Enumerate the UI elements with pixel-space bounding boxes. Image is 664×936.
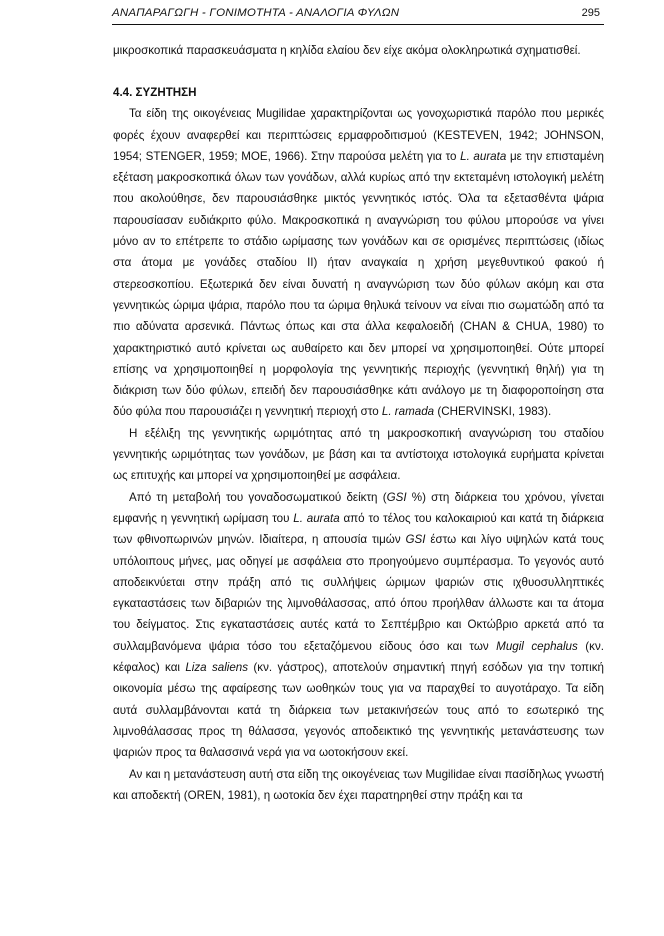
text-run: έστω και λίγο υψηλών κατά τους υπόλοιπους μήνες, μας οδηγεί με ασφάλεια στο προηγούμενο συμπέρασμα. Το γεγονός αυτό αποδεικνύεται στην πράξη από τις συλλήψεις ώριμων ψαριών στις ιχθυοσυλληπτικές εγκαταστάσεις των διβαριών της λιμνοθάλασσας, από όπου προήλθαν άλλωστε και τα άτομα του δείγματος. Στις εγκαταστάσεις αυτές κατά το Σεπτέμβριο και Οκτώβριο αρκετά από τα συλλαμβανόμενα ψάρια τόσο του εξεταζόμενου είδους όσο και των <box>113 533 604 653</box>
italic-term: Mugil cephalus <box>496 639 578 653</box>
text-run: από το τέλος του καλοκαιριού και κατά τη διάρκεια των φθινοπωρινών μηνών. Ιδιαίτερα, η απουσία τιμών <box>113 511 604 547</box>
spacer <box>113 61 604 72</box>
text-run: %) στη διάρκεια του χρόνου, γίνεται εμφανής η γεννητική ωρίμαση του <box>113 490 604 525</box>
page-number: 295 <box>581 7 600 19</box>
italic-term: GSI <box>405 533 426 547</box>
italic-term: L. ramada <box>381 405 435 419</box>
text-run: (κν. γάστρος), αποτελούν σημαντική πηγή εσόδων για την τοπική οικονομία μέσω της αφαίρεσης των ωοθηκών τους για να παραχθεί το αυγοτάραχο. Τα είδη αυτά συλλαμβάνονται κατά τη διάρκεια των μετακινήσεών τους από το εσωτερικό της λιμνοθάλασσας προς τη θάλασσα, γεγονός αποδεικτικό της γεννητικής μετανάστευσης των ψαριών προς τα θαλασσινά νερά για να ωοτοκήσουν εκεί. <box>113 661 604 760</box>
text-run: Αν και η μετανάστευση αυτή στα είδη της οικογένειας των Mugilidae είναι πασίδηλως γνωστή και αποδεκτή (OREN, 1981), η ωοτοκία δεν έχει παρατηρηθεί στην πράξη και τα <box>113 767 604 802</box>
italic-term: L. aurata <box>460 149 507 163</box>
italic-term: L. aurata <box>293 511 340 525</box>
italic-term: GSI <box>386 490 407 504</box>
paragraph-2 <box>113 423 604 487</box>
text-run: (κν. κέφαλος) και <box>113 639 604 675</box>
text-run: (CHERVINSKI, 1983). <box>434 405 552 419</box>
text-run: Η εξέλιξη της γεννητικής ωριμότητας από τη μακροσκοπική αναγνώριση του σταδίου γεννητικής ωριμότητας των γονάδων, με βάση και τα αντίστοιχα ιστολογικά ευρήματα κρίνεται ως επιτυχής και μπορεί να χρησιμοποιηθεί με ασφάλεια. <box>113 426 604 483</box>
running-title: ΑΝΑΠΑΡΑΓΩΓΗ - ΓΟΝΙΜΟΤΗΤΑ - ΑΝΑΛΟΓΙΑ ΦΥΛΩΝ <box>112 7 400 19</box>
text-run: με την επισταμένη εξέταση μακροσκοπικά όλων των γονάδων, αλλά κυρίως από την εκτεταμένη ιστολογική μελέτη που ακολούθησε, δεν παρουσιάσθηκε μικτός γεννητικός ιστός. Όλα τα εξετασθέντα ψάρια παρουσίασαν ευδιάκριτο φύλο. Μακροσκοπικά η αναγνώριση του φύλου μπορούσε να γίνει μόνο αν το επέτρεπε το στάδιο ωρίμασης των γονάδων και σε ορισμένες περιπτώσεις (ιδίως στα άτομα με γονάδες σταδίου II) ήταν αναγκαία η χρήση μεγεθυντικού φακού ή στερεοσκοπίου. Εξωτερικά δεν είναι δυνατή η αναγνώριση των δύο φύλων ακόμη και στα γεννητικώς ώριμα ψάρια, παρόλο που τα ώριμα θηλυκά τείνουν να είναι πιο σωματώδη από τα πιο αδύνατα αρσενικά. Πάντως όπως και στα άλλα κεφαλοειδή (CHAN & CHUA, 1980) το χαρακτηριστικό αυτό κρίνεται ως αυθαίρετο και δεν μπορεί να χρησιμοποιηθεί. Ούτε μπορεί επίσης να χρησιμοποιηθεί η μορφολογία της γεννητικής περιοχής (γεννητική θηλή) για τη διάκριση των δύο φύλων, επειδή δεν παρουσιάσθηκε κάτι ανάλογο με τη διαφοροποίηση στα δύο φύλα που παρουσιάζει η γεννητική περιοχή στο <box>113 149 604 419</box>
page-header <box>112 6 604 25</box>
section-heading: 4.4. ΣΥΖΗΤΗΣΗ <box>113 86 197 100</box>
page-body <box>113 40 604 806</box>
text-run: Τα είδη της οικογένειας Mugilidae χαρακτηρίζονται ως γονοχωριστικά παρόλο που μερικές φορές έχουν αναφερθεί και περιπτώσεις ερμαφροδιτισμού (KESTEVEN, 1942; JOHNSON, 1954; STENGER, 1959; MOE, 1966). Στην παρούσα μελέτη για το <box>113 107 604 163</box>
paragraph-3 <box>113 487 604 764</box>
paragraph-4 <box>113 764 604 807</box>
text-run: Από τη μεταβολή του γοναδοσωματικού δείκτη ( <box>129 490 387 504</box>
paragraph-1 <box>113 103 604 422</box>
intro-paragraph: μικροσκοπικά παρασκευάσματα η κηλίδα ελαίου δεν είχε ακόμα ολοκληρωτικά σχηματισθεί. <box>113 44 581 57</box>
italic-term: Liza saliens <box>185 661 249 675</box>
